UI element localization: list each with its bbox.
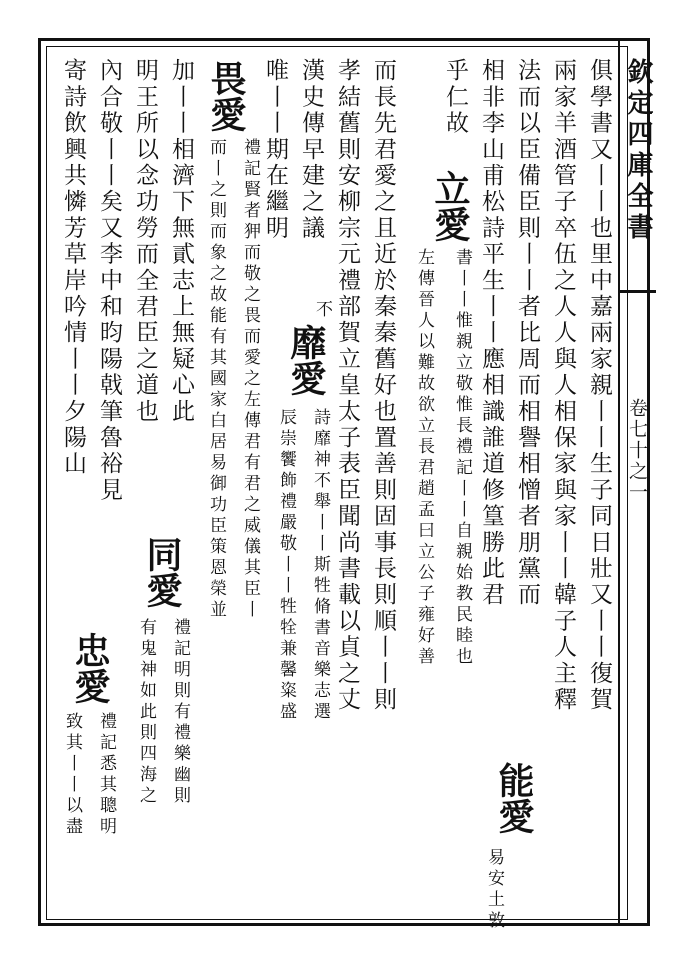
text-column: 相非李山甫松詩平生丨丨應相識誰道修篁勝此君	[478, 58, 504, 609]
annotation: 不	[312, 300, 332, 321]
annotation: 易安土敦	[484, 848, 504, 932]
text-column: 孝結舊則安柳宗元禮部賀立皇太子表臣聞尚書載以貞之丈	[334, 58, 360, 713]
annotation: 左傳晉人以難故欲立長君趙孟曰立公子雍好善	[414, 248, 434, 668]
text-column: 內合敬丨丨矣又李中和昀陽戟筆魯裕見	[96, 58, 122, 504]
annotation: 詩靡神不舉丨丨斯牲脩書音樂志選	[310, 408, 330, 723]
headword: 立愛	[429, 170, 471, 242]
annotation: 禮記明則有禮樂幽則	[170, 618, 190, 807]
text-column: 乎仁故	[442, 58, 468, 137]
volume-label: 卷七十之一	[626, 398, 648, 503]
annotation: 辰崇饗飾禮嚴敬丨丨牲牷兼馨粢盛	[276, 408, 296, 723]
text-column: 俱學書又丨丨也里中嘉兩家親丨丨生子同日壯又丨丨復賀	[586, 58, 612, 713]
text-column: 明王所以念功勞而全君臣之道也	[132, 58, 158, 425]
annotation: 禮記悉其聰明	[96, 712, 116, 838]
annotation: 禮記賢者狎而敬之畏而愛之左傳君有君之威儀其臣丨	[240, 138, 260, 621]
annotation: 而丨之則而象之故能有其國家白居易御功臣策恩榮並	[206, 138, 226, 621]
text-column: 寄詩飲興共憐芳草岸吟情丨丨夕陽山	[60, 58, 86, 478]
book-title: 欽定四庫全書	[623, 58, 653, 244]
header-divider	[620, 290, 656, 293]
text-column: 兩家羊酒管子卒伍之人人與人相保家與家丨丨韓子人主釋	[550, 58, 576, 713]
text-column: 唯丨丨期在繼明	[262, 58, 288, 242]
headword: 畏愛	[205, 60, 247, 132]
text-column: 法而以臣備臣則丨丨者比周而相譽相憎者朋黨而	[514, 58, 540, 609]
text-column: 加丨丨相濟下無貳志上無疑心此	[168, 58, 194, 425]
headword: 忠愛	[69, 632, 111, 704]
annotation: 致其丨丨以盡	[62, 712, 82, 838]
text-column: 而長先君愛之且近於秦秦舊好也置善則固事長則順丨丨則	[370, 58, 396, 713]
annotation: 有鬼神如此則四海之	[136, 618, 156, 807]
headword: 能愛	[493, 762, 535, 834]
annotation: 書丨丨惟親立敬惟長禮記丨丨自親始教民睦也	[452, 248, 472, 668]
text-column: 漢史傳早建之議	[298, 58, 324, 242]
headword: 靡愛	[285, 324, 327, 396]
headword: 同愛	[141, 536, 183, 608]
